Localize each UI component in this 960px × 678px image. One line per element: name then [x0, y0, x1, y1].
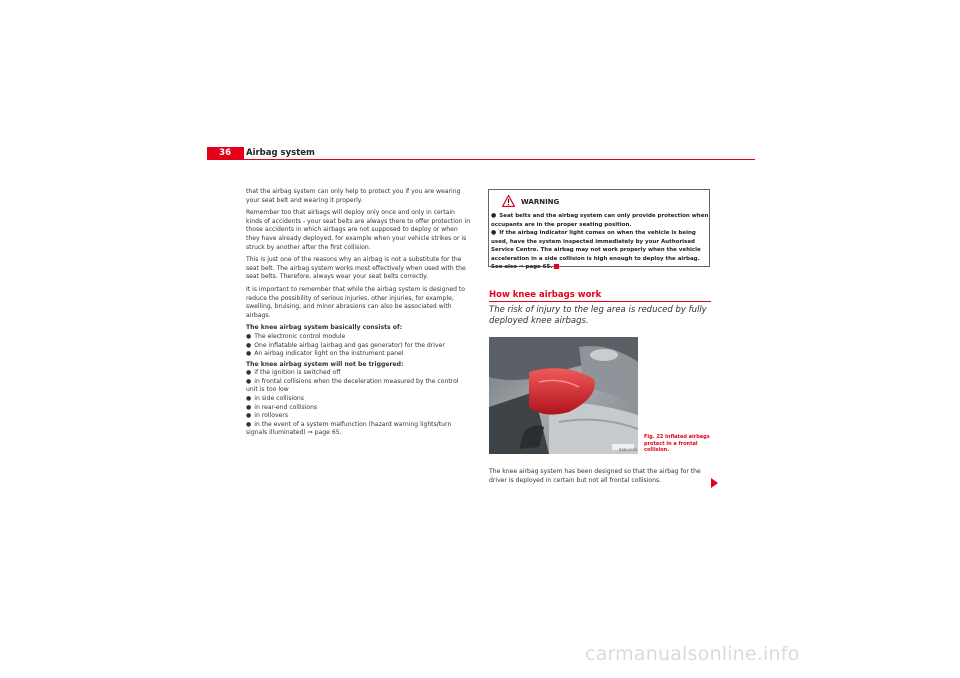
- warning-title: WARNING: [521, 198, 560, 206]
- not-triggered-list: [246, 369, 471, 438]
- list-item: ● One inflatable airbag (airbag and gas generator) for the driver: [246, 342, 471, 351]
- figure-caption: Fig. 22 Inflated airbags protect in a frontal collision.: [644, 434, 710, 454]
- knee-body-text: The knee airbag system has been designed so that the airbag for the driver is deployed in certain but not all frontal collisions.: [489, 468, 701, 484]
- list-item: ● in rollovers: [246, 412, 471, 421]
- section-divider: [489, 301, 711, 302]
- list-item: ● in frontal collisions when the deceleration measured by the control unit is too low: [246, 378, 471, 395]
- list-item: ● The electronic control module: [246, 333, 471, 342]
- warning-item: [491, 229, 709, 272]
- consists-list: [246, 333, 471, 359]
- page-number: 36: [207, 147, 244, 159]
- knee-airbag-figure: [489, 337, 638, 454]
- warning-triangle-icon: [502, 195, 515, 207]
- warning-item: ● Seat belts and the airbag system can only provide protection when occupants are in the proper seating position.: [491, 212, 709, 229]
- paragraph: Remember too that airbags will deploy only once and only in certain kinds of accidents - your seat belts are always there to offer protection in those accidents in which airbags are not supposed to deploy or when they have already deployed, for example when your vehicle strikes or is struck by another after the first collision.: [246, 209, 471, 251]
- figure-code: B5M-0052: [619, 448, 637, 452]
- knee-airbag-illustration: [489, 337, 638, 454]
- paragraph: This is just one of the reasons why an airbag is not a substitute for the seat belt. The airbag system works most effectively when used with the seat belts. Therefore, always wear your seat belts correctly.: [246, 256, 466, 281]
- section-subheading: The risk of injury to the leg area is reduced by fully deployed knee airbags.: [489, 305, 707, 326]
- header-divider: [207, 159, 755, 160]
- list-item: ● in rear-end collisions: [246, 404, 471, 413]
- section-title: Airbag system: [246, 148, 315, 158]
- list-item: ● An airbag indicator light on the instrument panel: [246, 350, 471, 359]
- watermark: carmanualsonline.info: [585, 643, 800, 665]
- end-of-section-icon: [554, 264, 559, 269]
- warning-box: [488, 189, 710, 270]
- warning-body: [491, 212, 709, 272]
- next-page-arrow-icon[interactable]: [711, 478, 718, 488]
- warning-item-text: If the airbag indicator light comes on when the vehicle is being used, have the system inspected immediately by your Authorised Service Centre. The airbag may not work properly when the vehicle acceleration in a side collision is high enough to deploy the airbag. See also ⇒ page 65.: [491, 230, 701, 270]
- paragraph: that the airbag system can only help to protect you if you are wearing your seat belt and wearing it properly.: [246, 188, 461, 204]
- not-triggered-heading: The knee airbag system will not be triggered:: [246, 360, 404, 368]
- paragraph: It is important to remember that while the airbag system is designed to reduce the possibility of serious injuries, other injuries, for example, swelling, bruising, and minor abrasions can also be associated with airbags.: [246, 285, 465, 319]
- list-item: ● in the event of a system malfunction (hazard warning lights/turn signals illuminated) ⇒ page 65.: [246, 421, 471, 438]
- list-item: ● in side collisions: [246, 395, 471, 404]
- left-column: [246, 188, 471, 440]
- list-item: ● if the ignition is switched off: [246, 369, 471, 378]
- consists-heading: The knee airbag system basically consists of:: [246, 324, 403, 332]
- section-heading: How knee airbags work: [489, 290, 602, 300]
